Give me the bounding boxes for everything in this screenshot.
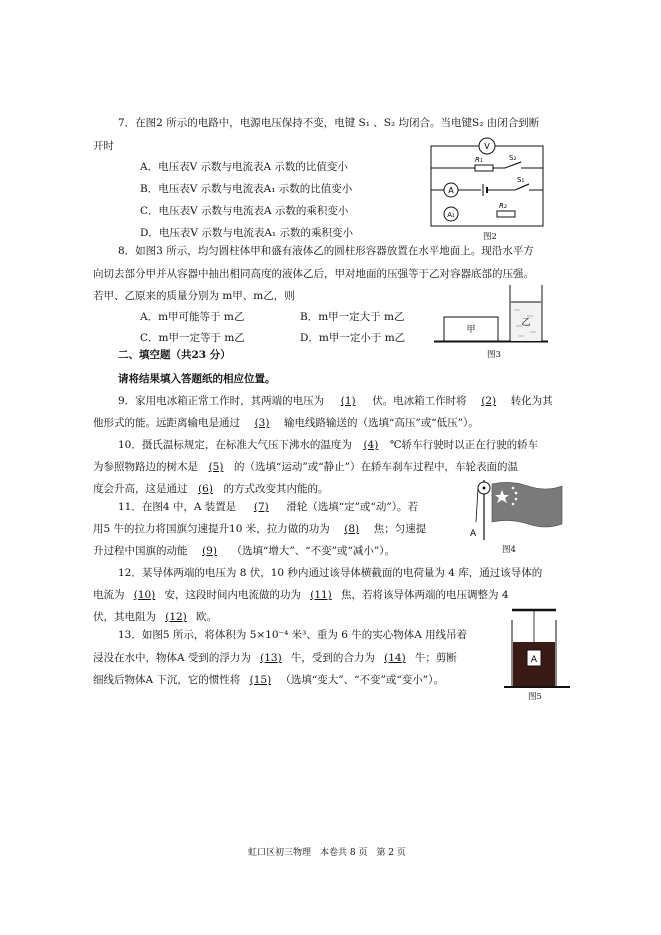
blank-13: (13): [260, 652, 282, 664]
q12-line3: [93, 610, 217, 624]
q7-stem-line1: 7．在图2 所示的电路中，电源电压保持不变，电键 S₁ 、S₂ 均闭合。当电键S₂ 由闭合到断: [118, 117, 540, 129]
pulley-label-a: A: [470, 529, 477, 539]
q8-option-c: C．m甲一定等于 m乙: [140, 332, 245, 344]
blank-1: (1): [340, 395, 356, 407]
q12-line2: [93, 588, 509, 602]
q10-line3: [93, 482, 329, 496]
q11-text-2a: 用5 牛的拉力将国旗匀速提升10 米，拉力做的功为: [93, 523, 330, 535]
blank-4: (4): [363, 439, 379, 451]
q13-text-3b: （选填“变大”、“不变”或“变小”）。: [280, 674, 444, 686]
q10-line1: [118, 438, 538, 452]
q10-text-3a: 度会升高，这是通过: [93, 483, 188, 495]
q8-option-a: A．m甲可能等于 m乙: [140, 311, 245, 323]
q12-text-2c: 焦，若将该导体两端的电压调整为 4: [341, 589, 509, 601]
q12-text-2b: 安，这段时间内电流做的功为: [164, 589, 301, 601]
q11-text-3b: （选填“增大”、“不变”或“减小”）。: [231, 545, 395, 557]
flag-pulley-figure-4: [470, 478, 566, 542]
figure-3-caption: 图3: [487, 350, 501, 360]
blank-11: (11): [310, 589, 332, 601]
q8-stem-line2: 向切去部分甲并从容器中抽出相同高度的液体乙后，甲对地面的压强等于乙对容器底部的压强。: [93, 268, 534, 280]
q13-text-2b: 牛，受到的合力为: [290, 652, 375, 664]
blank-10: (10): [133, 589, 156, 601]
label-jia: 甲: [466, 325, 476, 335]
q8-stem-line3: 若甲、乙原来的质量分别为 m甲、m乙，则: [93, 290, 295, 302]
q13-text-2a: 浸没在水中，物体A 受到的浮力为: [93, 652, 251, 664]
label-yi: 乙: [521, 318, 531, 328]
page-footer: 虹口区初三物理 本卷共 8 页 第 2 页: [248, 848, 406, 858]
blank-15: (15): [249, 674, 272, 686]
q10-text-1b: ℃轿车行驶时以正在行驶的轿车: [389, 439, 539, 451]
q8-option-b: B．m甲一定大于 m乙: [300, 311, 405, 323]
q12-text-2a: 电流为: [93, 589, 125, 601]
ammeter-a-label: A: [448, 186, 454, 195]
q7-option-a: A．电压表V 示数与电流表A 示数的比值变小: [140, 161, 348, 173]
blank-6: (6): [198, 483, 213, 495]
blank-9: (9): [202, 545, 217, 557]
blank-14: (14): [384, 652, 406, 664]
q10-text-1a: 10．摄氏温标规定，在标准大气压下沸水的温度为: [118, 439, 352, 451]
resistor-r1-label: R₁: [475, 156, 483, 164]
q11-line3: [93, 544, 395, 558]
blank-12: (12): [165, 611, 187, 623]
figure-2-caption: 图2: [483, 232, 497, 242]
switch-s1-label: S₁: [517, 176, 525, 184]
object-a-label: A: [530, 655, 538, 665]
q11-text-3a: 升过程中国旗的动能: [93, 545, 188, 557]
figure-4-caption: 图4: [502, 545, 516, 555]
q10-text-2a: 为参照物路边的树木是: [93, 461, 198, 473]
q9-text-2b: 输电线路输送的（选填“高压”或“低压”）。: [284, 417, 479, 429]
q13-text-2c: 牛；剪断: [414, 652, 457, 664]
q13-line2: [93, 651, 457, 665]
blank-2: (2): [481, 395, 497, 407]
ammeter-a1-label: A₁: [447, 211, 455, 219]
section-2-title: 二、填空题（共23 分）: [118, 349, 231, 361]
q7-option-d: D．电压表V 示数与电流表A₁ 示数的乘积变小: [140, 227, 353, 239]
figure-5-caption: 图5: [528, 692, 542, 702]
q13-text-3a: 细线后物体A 下沉，它的惯性将: [93, 674, 241, 686]
object-in-water-figure-5: [502, 606, 574, 690]
q9-text-1c: 转化为其: [510, 395, 553, 407]
q13-line1: 13．如图5 所示，将体积为 5×10⁻⁴ 米³、重为 6 牛的实心物体A 用线吊着: [118, 629, 468, 641]
q11-line2: [93, 522, 426, 536]
q10-line2: [93, 460, 518, 474]
q7-option-b: B．电压表V 示数与电流表A₁ 示数的比值变小: [140, 183, 353, 195]
q11-text-2b: 焦；匀速提: [373, 523, 427, 535]
blank-7: (7): [253, 501, 269, 513]
q7-option-c: C．电压表V 示数与电流表A 示数的乘积变小: [140, 205, 349, 217]
q12-line1: 12．某导体两端的电压为 8 伏，10 秒内通过该导体横截面的电荷量为 4 库，通过该导体的: [118, 567, 543, 579]
q12-text-3b: 欧。: [196, 611, 217, 623]
q10-text-2b: 的（选填“运动”或“静止”）在轿车刹车过程中，车轮表面的温: [234, 461, 518, 473]
q8-option-d: D．m甲一定小于 m乙: [300, 332, 406, 344]
switch-s2-label: S₂: [509, 154, 517, 162]
q13-line3: [93, 673, 444, 687]
q9-text-1a: 9．家用电冰箱正常工作时，其两端的电压为: [118, 395, 325, 407]
q9-text-2a: 他形式的能。远距离输电是通过: [93, 417, 240, 429]
q9-text-1b: 伏。电冰箱工作时将: [372, 395, 467, 407]
circuit-diagram-figure-2: [425, 132, 550, 232]
q8-stem-line1: 8．如图3 所示，均匀圆柱体甲和盛有液体乙的圆柱形容器放置在水平地面上。现沿水平方: [118, 245, 534, 257]
q9-line1: [118, 394, 553, 408]
blank-5: (5): [208, 461, 224, 473]
resistor-r2-label: R₂: [499, 202, 507, 210]
q7-stem-line2: 开时: [93, 140, 114, 152]
blank-3: (3): [254, 417, 270, 429]
section-2-instruction: 请将结果填入答题纸的相应位置。: [118, 373, 276, 385]
voltmeter-label: V: [484, 142, 490, 151]
cylinder-and-container-figure-3: [432, 280, 550, 344]
blank-8: (8): [344, 523, 360, 535]
q10-text-3b: 的方式改变其内能的。: [223, 483, 329, 495]
q11-line1: [118, 500, 418, 514]
q12-text-3a: 伏，其电阻为: [93, 611, 156, 623]
q9-line2: [93, 416, 479, 430]
q11-text-1b: 滑轮（选填“定”或“动”）。若: [286, 501, 419, 513]
q11-text-1a: 11．在图4 中，A 装置是: [118, 501, 237, 513]
